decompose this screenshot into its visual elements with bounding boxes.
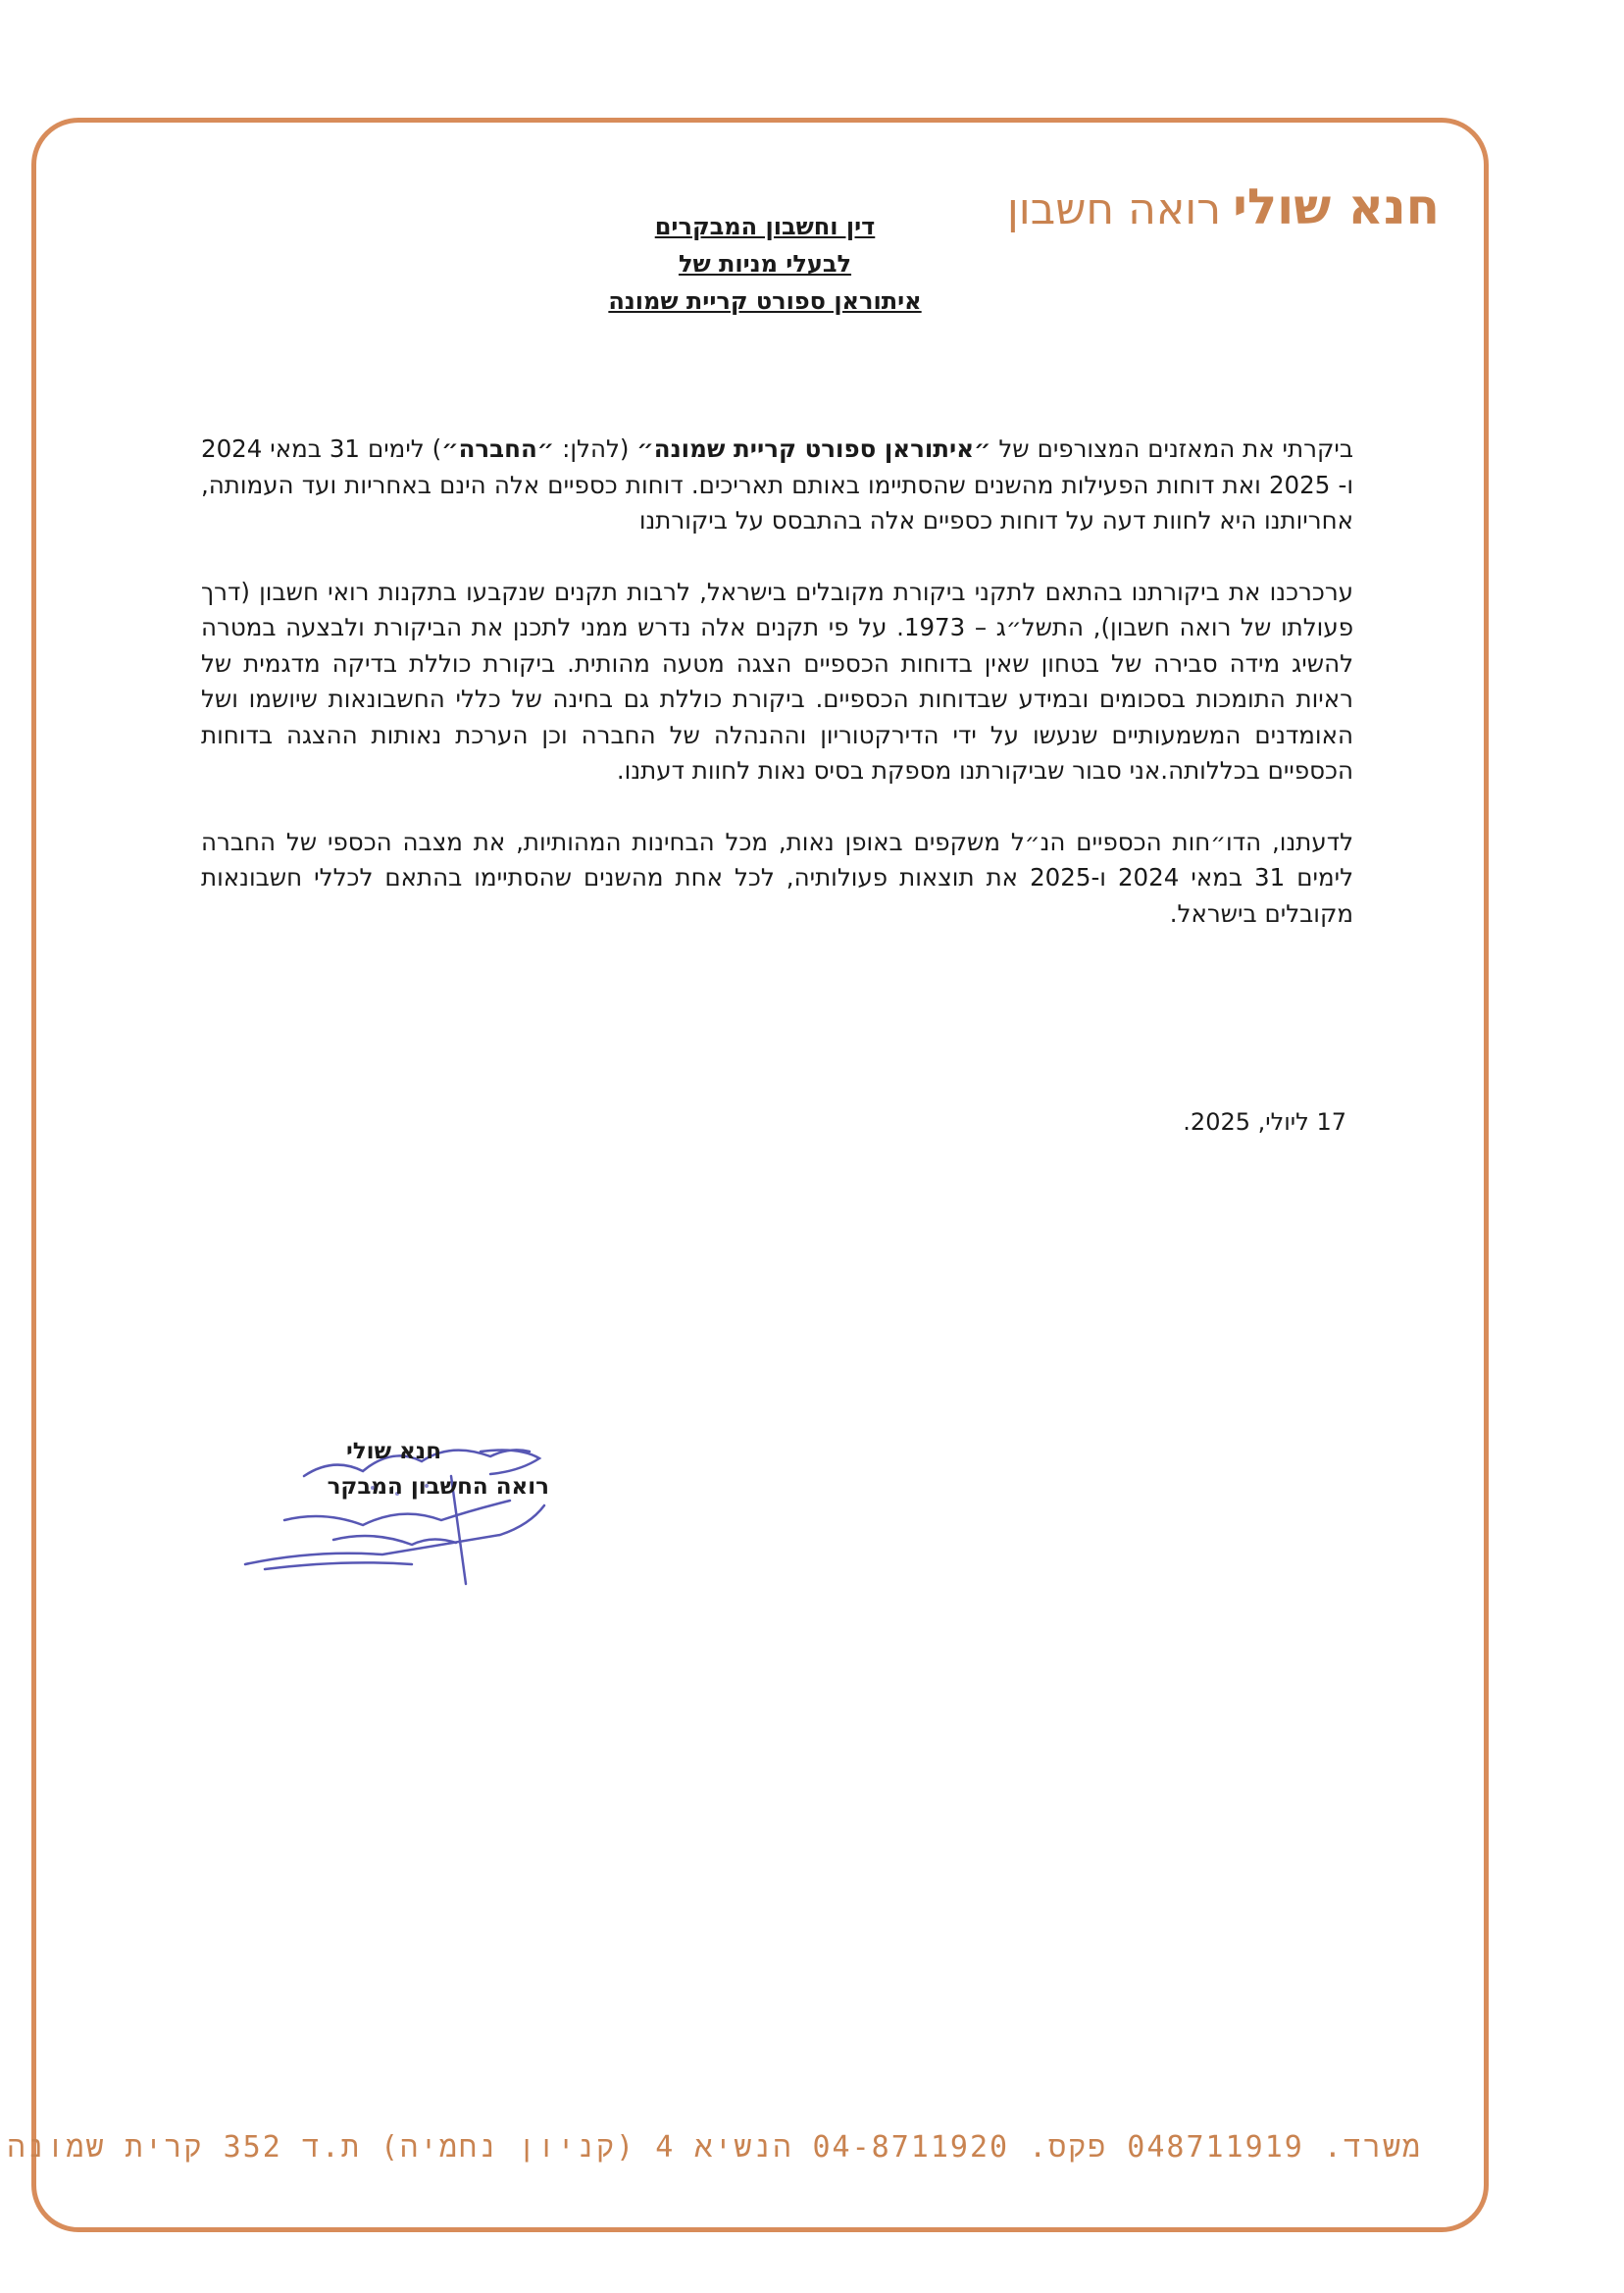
paragraph-scope-intro: ביקרתי את המאזנים המצורפים של — [990, 434, 1353, 463]
paragraph-opinion: לדעתנו, הדו״חות הכספיים הנ״ל משקפים באופן נאות, מכל הבחינות המהותיות, את מצבה הכספי של החברה לימים 31 במאי 2024 ו-2025 את תוצאות פעולותיה, לכל אחת מהשנים שהסתיימו בהתאם לכללי חשבונאות מקובלים בישראל. — [201, 827, 1353, 928]
company-shortname: ״החברה״ — [441, 434, 555, 463]
report-body — [201, 432, 1353, 967]
organization-name: ״איתוראן ספורט קריית שמונה״ — [636, 434, 991, 463]
addressee-line-3: איתוראן ספורט קריית שמונה — [608, 287, 922, 315]
letterhead-title: רואה חשבון — [1006, 184, 1222, 234]
paragraph-scope — [201, 432, 1353, 539]
signer-title: רואה החשבון המבקר — [327, 1474, 549, 1500]
report-date: 17 ליולי, 2025. — [1183, 1108, 1346, 1136]
addressee-line-2: לבעלי מניות של — [678, 250, 852, 278]
letterhead — [1007, 178, 1440, 235]
paragraph-scope-rest: ) לימים 31 במאי 2024 ו- 2025 ואת דוחות הפעילות מהשנים שהסתיימו באותם תאריכים. דוחות כספיים אלה הינם באחריות ועד העמותה, אחריותנו היא לחוות דעה על דוחות כספיים אלה בהתבסס על ביקורתנו — [201, 434, 1354, 535]
addressee-block — [549, 208, 981, 320]
signature-block — [196, 1437, 549, 1604]
paragraph-scope-hereinafter: (להלן: — [554, 434, 637, 463]
letterhead-name: חנא שולי — [1233, 178, 1440, 235]
paragraph-audit-standards: ערכרכנו את ביקורתנו בהתאם לתקני ביקורת מקובלים בישראל, לרבות תקנים שנקבעו בתקנות רואי חשבון (דרך פעולתו של רואה חשבון), התשל״ג – 1973. על פי תקנים אלה נדרש ממני לתכנן את הביקורת ולבצעה במטרה להשיג מידה סבירה של בטחון שאין בדוחות הכספיים הצגה מטעה מהותית. ביקורת כוללת בדיקה מדגמית של ראיות התומכות בסכומים ובמידע שבדוחות הכספיים. ביקורת כוללת גם בחינה של כללי החשבונאות שיושמו ושל האומדנים המשמעותיים שנעשו על ידי הדירקטוריון וההנהלה של החברה וכן הערכת נאותות ההצגה בדוחות הכספיים בכללותה.אני סבור שביקורתנו מספקת בסיס נאות לחוות דעתנו. — [201, 577, 1353, 785]
signer-name: חנא שולי — [346, 1439, 441, 1464]
addressee-line-1: דין וחשבון המבקרים — [654, 213, 876, 240]
footer-contact: משרד. 048711919 פקס. 04-8711920 הנשיא 4 (קניון נחמיה) ת.ד 352 קרית שמונה — [7, 2130, 1422, 2165]
